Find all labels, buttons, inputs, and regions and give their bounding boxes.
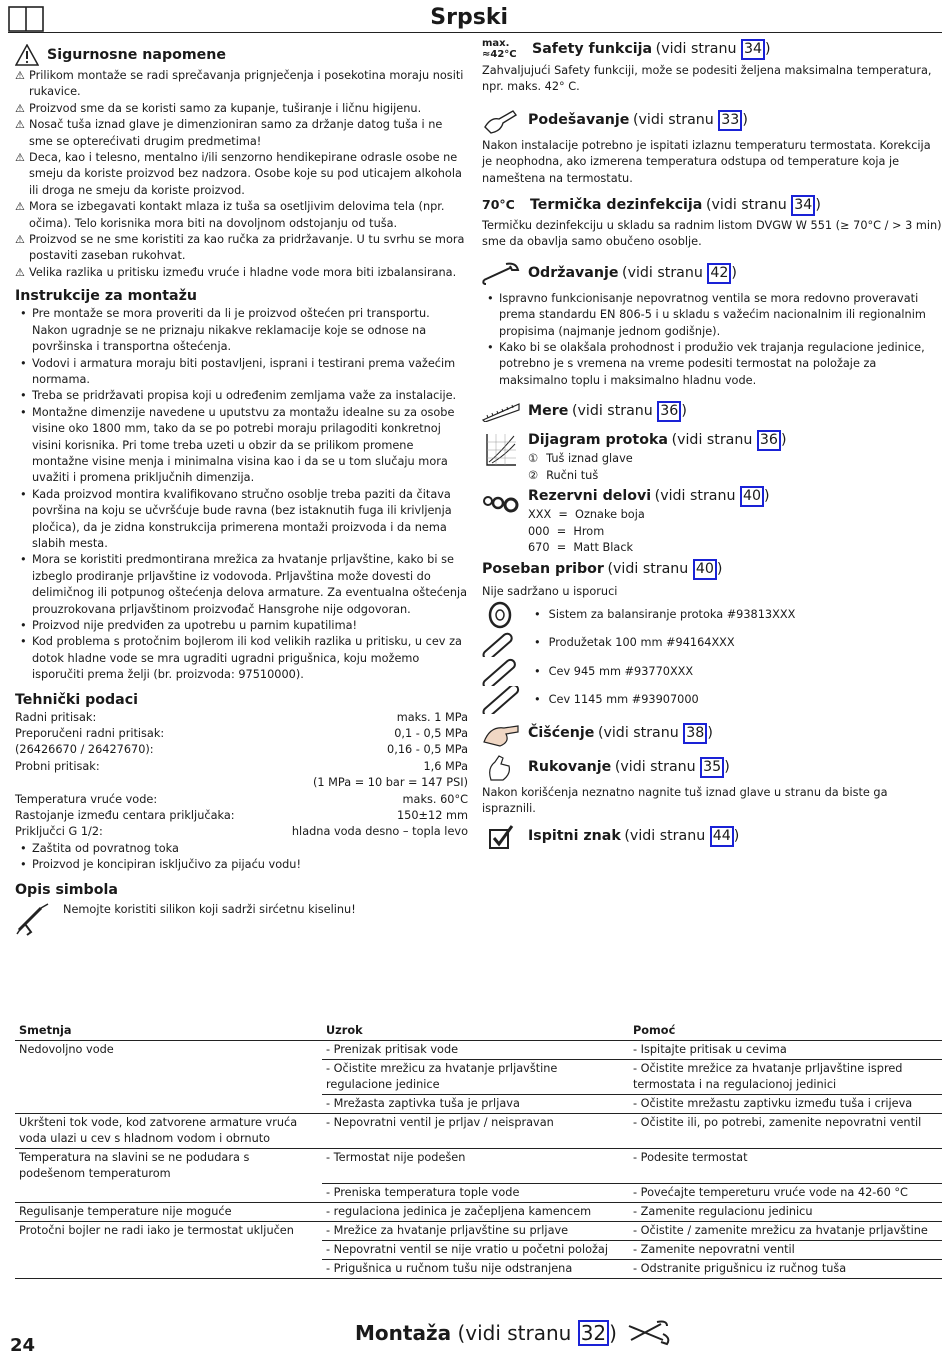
cell-pomoc: - Očistite mrežastu zaptivku između tuša i crijeva xyxy=(629,1095,942,1114)
page-ref-link[interactable]: 38 xyxy=(683,723,707,744)
dimensions-title: Mere xyxy=(528,402,569,419)
tech-label: Priključci G 1/2: xyxy=(15,825,103,839)
ref-suffix: ) xyxy=(707,725,713,742)
ref-suffix: ) xyxy=(724,759,730,776)
page-ref-link[interactable]: 36 xyxy=(657,401,681,422)
spare-parts-list xyxy=(528,507,770,556)
disinfection-text: Termičku dezinfekciju u skladu sa radnim listom DVGW W 551 (≥ 70°C / > 3 min) sme da obavlja samo obučeno osoblje. xyxy=(482,219,942,249)
tech-row xyxy=(15,710,468,726)
flow-item-number: ① xyxy=(528,452,539,466)
cell-uzrok: - Nepovratni ventil je prljav / neispravan xyxy=(322,1114,629,1149)
test-mark-heading xyxy=(482,820,942,854)
ref-suffix: ) xyxy=(780,432,787,449)
tech-row xyxy=(15,808,468,824)
safety-list xyxy=(15,68,468,281)
cell-uzrok: - Mrežice za hvatanje prljavštine su prljave xyxy=(322,1221,629,1240)
accessory-label: Cev 1145 mm #93907000 xyxy=(548,693,699,707)
ref-suffix: ) xyxy=(815,197,821,214)
tech-row xyxy=(15,742,468,758)
safety-function-text: Zahvaljujući Safety funkciji, može se podesiti željena maksimalna temperatura, npr. maks. 42° C. xyxy=(482,64,932,94)
cell-smetnja: Regulisanje temperature nije moguće xyxy=(15,1202,322,1221)
safety-function-title: Safety funkcija xyxy=(532,40,653,57)
tech-data-list xyxy=(15,710,468,841)
install-title: Instrukcije za montažu xyxy=(15,288,197,305)
checkbox-check-icon xyxy=(482,820,520,854)
symbols-row xyxy=(15,902,468,936)
ref-prefix: (vidi stranu xyxy=(597,725,684,742)
safety-item-text: Proizvod sme da se koristi samo za kupanje, tuširanje i ličnu higijenu. xyxy=(29,101,422,115)
safety-title: Sigurnosne napomene xyxy=(47,47,226,63)
tech-value: 150±12 mm xyxy=(396,809,468,823)
tech-value: 1,6 MPa xyxy=(423,759,468,773)
page-number: 24 xyxy=(10,1335,36,1356)
page-ref-link[interactable]: 35 xyxy=(700,757,724,778)
special-list xyxy=(482,601,942,715)
max-temp-badge xyxy=(482,38,524,60)
table-row xyxy=(15,1114,942,1149)
tech-row xyxy=(15,759,468,775)
page-ref-link[interactable]: 44 xyxy=(710,826,734,847)
cell-uzrok: - Termostat nije podešen xyxy=(322,1149,629,1184)
tech-bullet: • Proizvod je koncipiran isključivo za pijaću vodu! xyxy=(15,857,468,873)
page-ref-link[interactable]: 33 xyxy=(718,110,742,131)
header-pomoc: Pomoć xyxy=(629,1022,942,1041)
accessory-bullet: • xyxy=(534,664,541,678)
safety-item xyxy=(15,101,468,117)
flow-title: Dijagram protoka xyxy=(528,432,668,449)
dimensions-heading xyxy=(482,394,942,428)
page-ref-link[interactable]: 40 xyxy=(693,559,717,580)
ref-prefix: (vidi stranu xyxy=(655,40,741,57)
install-item: • Kada proizvod montira kvalifikovano stručno osoblje treba paziti da čitava površina na koju se učvršćuje bude ravna (bez istaknutih fuga ili krivljenja pločica), da je zidna konstrukcija primerena montaži proizvoda i da nema slabih mesta. xyxy=(15,487,468,553)
accessory-label: Sistem za balansiranje protoka #93813XXX xyxy=(548,607,796,621)
install-item: • Montažne dimenzije navedene u uputstvu za montažu idealne su za osobe visine oko 1800 mm, tako da se po potrebi moraju prilagoditi konkretnoj visini korisnika. Pri tome treba uzeti u obzir da se prilikom promene montažne visine menja i minimalna visina kao i da se u tom slučaju mora uvažiti i promena priključnih dimenzija. xyxy=(15,405,468,487)
accessory-ring-icon xyxy=(482,601,522,629)
tech-label: Radni pritisak: xyxy=(15,710,97,724)
cell-smetnja xyxy=(15,1240,322,1259)
flow-diagram-icon xyxy=(482,430,520,470)
safety-function-heading xyxy=(482,38,942,60)
spare-parts-heading xyxy=(482,486,942,556)
cell-uzrok: - regulaciona jedinica je začepljena kamencem xyxy=(322,1202,629,1221)
wrenches-icon xyxy=(627,1320,671,1346)
ref-suffix: ) xyxy=(681,402,687,419)
page-ref-link[interactable]: 32 xyxy=(578,1320,609,1346)
handling-heading xyxy=(482,751,942,785)
tech-title: Tehnički podaci xyxy=(15,691,139,708)
table-row xyxy=(15,1095,942,1114)
table-header-row xyxy=(15,1022,942,1041)
page-ref-link[interactable]: 34 xyxy=(791,195,815,216)
safety-item-text: Prilikom montaže se radi sprečavanja prignječenja i posekotina moraju nositi rukavice. xyxy=(29,69,464,99)
page-ref-link[interactable]: 34 xyxy=(741,39,765,60)
flow-item xyxy=(528,451,786,467)
table-row xyxy=(15,1202,942,1221)
table-row xyxy=(15,1060,942,1095)
cell-smetnja: Protočni bojler ne radi iako je termostat uključen xyxy=(19,1223,294,1237)
cell-uzrok: - Nepovratni ventil se nije vratio u početni položaj xyxy=(322,1240,629,1259)
tech-row xyxy=(15,792,468,808)
page-ref-link[interactable]: 42 xyxy=(707,263,731,284)
install-item: • Proizvod nije predviđen za upotrebu u parnim kupatilima! xyxy=(15,618,468,634)
handling-hand-icon xyxy=(482,751,520,785)
table-row xyxy=(15,1183,942,1202)
safety-item xyxy=(15,199,468,232)
safety-item-text: Deca, kao i telesno, mentalno i/ili senzorno hendikepirane odrasle osobe ne smeju da koriste proizvod bez nadzora. Osobe koje su pod uticajem alkohola ili droga ne smeju da koriste proizvod. xyxy=(29,151,462,197)
cell-smetnja: Nedovoljno vode xyxy=(19,1043,114,1056)
install-item: • Vodovi i armatura moraju biti postavljeni, isprani i testirani prema važećim normama. xyxy=(15,356,468,389)
header-uzrok: Uzrok xyxy=(322,1022,629,1041)
warning-small-icon: ⚠ xyxy=(15,69,25,82)
special-title: Poseban pribor xyxy=(482,561,604,578)
cell-pomoc: - Zamenite regulacionu jedinicu xyxy=(629,1202,942,1221)
header-divider xyxy=(8,32,942,33)
header-smetnja: Smetnja xyxy=(15,1022,322,1041)
accessory-bullet: • xyxy=(534,607,541,621)
install-item: • Treba se pridržavati propisa koji u određenim zemljama važe za instalacije. xyxy=(15,388,468,404)
left-column xyxy=(15,44,468,936)
cell-pomoc: - Podesite termostat xyxy=(629,1149,942,1184)
spare-parts-title: Rezervni delovi xyxy=(528,488,652,505)
tech-label: Preporučeni radni pritisak: xyxy=(15,727,165,741)
accessory-item xyxy=(482,601,942,630)
warning-small-icon: ⚠ xyxy=(15,101,25,115)
tech-value: (1 MPa = 10 bar = 147 PSI) xyxy=(312,776,468,790)
accessory-bullet: • xyxy=(534,693,541,707)
max-badge-top: max. xyxy=(482,38,510,49)
tech-row xyxy=(15,775,468,791)
flow-item-label: Ručni tuš xyxy=(546,468,599,482)
ref-prefix: (vidi stranu xyxy=(671,432,757,449)
spare-part-item: 670 = Matt Black xyxy=(528,540,634,554)
ref-suffix: ) xyxy=(742,112,748,129)
flow-item-label: Tuš iznad glave xyxy=(546,452,633,466)
ref-prefix: (vidi stranu xyxy=(624,828,710,845)
ref-suffix: ) xyxy=(733,828,740,845)
safety-item-text: Proizvod se ne sme koristiti za kao ručka za pridržavanje. U tu svrhu se mora postaviti zaseban rukohvat. xyxy=(29,233,465,263)
install-item: • Pre montaže se mora proveriti da li je proizvod oštećen pri transportu. Nakon ugradnje se ne priznaju nikakve reklamacije koje se odnose na površinska i transportna oštećenja. xyxy=(15,306,468,355)
warning-small-icon: ⚠ xyxy=(15,151,25,165)
cell-pomoc: - Očistite mrežice za hvatanje prljavštine ispred termostata i na regulacionoj jedinici xyxy=(629,1060,942,1095)
safety-item xyxy=(15,117,468,150)
tech-bullet: • Zaštita od povratnog toka xyxy=(15,841,468,857)
install-item: • Kod problema s protočnim bojlerom ili kod velikih razlika u pritisku, u cev za dotok hladne vode se mra ugraditi ugradni prigušnica, koju možemo isporučiti prema želji (br. proizvoda: 97510000). xyxy=(15,634,468,683)
disinfection-title: Termička dezinfekcija xyxy=(530,197,703,214)
warning-triangle-icon xyxy=(15,44,39,66)
accessory-item xyxy=(482,658,942,687)
cleaning-hand-icon xyxy=(482,717,520,751)
table-row xyxy=(15,1259,942,1278)
manual-book-icon xyxy=(8,6,44,32)
safety-item xyxy=(15,232,468,265)
cleaning-heading xyxy=(482,717,942,751)
handling-text: Nakon korišćenja neznatno nagnite tuš iznad glave u stranu da biste ga ispraznili. xyxy=(482,785,888,816)
table-row xyxy=(15,1240,942,1259)
temp-70-badge: 70°C xyxy=(482,197,515,213)
warning-small-icon: ⚠ xyxy=(15,233,25,247)
table-row xyxy=(15,1149,942,1184)
table-row xyxy=(15,1041,942,1060)
install-list xyxy=(15,306,468,683)
accessory-bullet: • xyxy=(534,636,541,650)
spare-part-item: XXX = Oznake boja xyxy=(528,508,645,522)
cell-pomoc: - Zamenite nepovratni ventil xyxy=(629,1240,942,1259)
cell-uzrok: - Prenizak pritisak vode xyxy=(322,1041,629,1060)
ruler-icon xyxy=(482,394,520,428)
tech-row xyxy=(15,726,468,742)
cell-pomoc: - Povećajte tempereturu vruće vode na 42-60 °C xyxy=(629,1183,942,1202)
safety-item-text: Nosač tuša iznad glave je dimenzioniran samo za držanje datog tuša i ne sme se opterećivati drugim predmetima! xyxy=(29,118,443,148)
symbols-text: Nemojte koristiti silikon koji sadrži sirćetnu kiselinu! xyxy=(63,902,356,916)
tech-value: 0,16 - 0,5 MPa xyxy=(387,743,468,757)
ref-prefix: (vidi stranu xyxy=(614,759,701,776)
adjust-hand-icon xyxy=(482,104,520,138)
maintenance-item: • Kako bi se olakšala prohodnost i produžio vek trajanja regulacione jedinice, potrebno je s vremena na vreme podesiti termostat na položaje za maksimalno toplu i maksimalno hladnu vode. xyxy=(482,340,942,389)
cell-pomoc: - Odstranite prigušnicu iz ručnog tuša xyxy=(629,1259,942,1278)
cell-pomoc: - Očistite ili, po potrebi, zamenite nepovratni ventil xyxy=(629,1114,942,1149)
maintenance-heading xyxy=(482,257,942,291)
tech-label: (26426670 / 26427670): xyxy=(15,743,154,757)
troubleshooting-body xyxy=(15,1041,942,1279)
troubleshooting-table xyxy=(15,1022,942,1279)
safety-heading-row xyxy=(15,44,468,66)
safety-item-text: Mora se izbegavati kontakt mlaza iz tuša sa osetljivim delovima tela (npr. očima). Telo korisnika mora biti na dovoljnom odstojanju od tuša. xyxy=(29,200,445,230)
right-column xyxy=(482,38,942,854)
test-mark-title: Ispitni znak xyxy=(528,828,621,845)
cell-smetnja xyxy=(15,1183,322,1202)
accessory-tube-icon xyxy=(482,658,522,686)
maintenance-title: Održavanje xyxy=(528,265,619,282)
flow-item-number: ② xyxy=(528,468,539,482)
page-ref-link[interactable]: 36 xyxy=(757,430,781,451)
tech-value: maks. 1 MPa xyxy=(396,710,468,724)
cell-uzrok: - Preniska temperatura tople vode xyxy=(322,1183,629,1202)
ref-suffix: ) xyxy=(731,265,737,282)
silicone-gun-icon xyxy=(15,902,51,936)
safety-item-text: Velika razlika u pritisku između vruće i hladne vode mora biti izbalansirana. xyxy=(29,265,457,279)
accessory-tube-long-icon xyxy=(482,686,522,714)
accessory-item xyxy=(482,686,942,715)
accessory-label: Cev 945 mm #93770XXX xyxy=(548,664,694,678)
flow-item xyxy=(528,468,786,484)
table-row xyxy=(15,1221,942,1240)
ref-suffix: ) xyxy=(764,488,770,505)
tech-label: Temperatura vruće vode: xyxy=(15,792,158,806)
ref-prefix: (vidi stranu xyxy=(632,112,719,129)
cleaning-title: Čišćenje xyxy=(528,725,595,742)
page-ref-link[interactable]: 40 xyxy=(740,486,764,507)
tech-row xyxy=(15,824,468,840)
ref-prefix: (vidi stranu xyxy=(571,402,658,419)
warning-small-icon: ⚠ xyxy=(15,265,25,279)
warning-small-icon: ⚠ xyxy=(15,200,25,214)
safety-item xyxy=(15,265,468,281)
special-note: Nije sadržano u isporuci xyxy=(482,585,618,599)
tech-label: Probni pritisak: xyxy=(15,759,100,773)
cell-smetnja xyxy=(15,1060,322,1095)
cell-pomoc: - Očistite / zamenite mrežicu za hvatanje prljavštine xyxy=(629,1221,942,1240)
ref-prefix: (vidi stranu xyxy=(654,488,740,505)
maintenance-list xyxy=(482,291,942,389)
tech-bullets xyxy=(15,841,468,874)
wrench-icon xyxy=(482,257,520,291)
ref-prefix: (vidi stranu xyxy=(607,561,693,578)
ref-suffix: ) xyxy=(609,1321,617,1345)
max-badge-bottom: ≈42°C xyxy=(482,49,517,60)
tech-value: hladna voda desno – topla levo xyxy=(291,825,468,839)
spare-parts-icon xyxy=(482,486,520,520)
accessory-label: Produžetak 100 mm #94164XXX xyxy=(548,636,735,650)
symbols-title: Opis simbola xyxy=(15,881,118,898)
adjust-heading xyxy=(482,104,942,138)
accessory-tube-short-icon xyxy=(482,629,522,657)
cell-smetnja xyxy=(15,1095,322,1114)
maintenance-item: • Ispravno funkcionisanje nepovratnog ventila se mora redovno proveravati prema standardu EN 806-5 i u skladu s važećim nacionalnim ili regionalnim propisima (najmanje jednom godišnje). xyxy=(482,291,942,340)
cell-uzrok: - Očistite mrežicu za hvatanje prljavštine regulacione jedinice xyxy=(322,1060,629,1095)
cell-smetnja: Ukršteni tok vode, kod zatvorene armature vruća voda ulazi u cev s hladnom vodom i obrnuto xyxy=(15,1114,322,1149)
warning-small-icon: ⚠ xyxy=(15,118,25,132)
tech-value: maks. 60°C xyxy=(402,792,468,806)
spare-part-item: 000 = Hrom xyxy=(528,524,605,538)
ref-prefix: (vidi stranu xyxy=(457,1321,578,1345)
tech-label: Rastojanje između centara priključaka: xyxy=(15,809,235,823)
assembly-footer xyxy=(355,1320,671,1346)
adjust-title: Podešavanje xyxy=(528,112,630,129)
cell-uzrok: - Mrežasta zaptivka tuša je prljava xyxy=(322,1095,629,1114)
ref-prefix: (vidi stranu xyxy=(705,197,792,214)
language-heading: Srpski xyxy=(430,5,508,30)
disinfection-heading xyxy=(482,195,942,216)
install-item: • Mora se koristiti predmontirana mrežica za hvatanje prljavštine, kako bi se izbeglo prodiranje prljavštine iz vodovoda. Prljavština može dovesti do delimičnog ili potpunog oštećenja delova armature. Za eventualna oštećenja prouzrokovana prljavštinom proizvođač Hansgrohe nije odgovoran. xyxy=(15,552,468,618)
cell-smetnja: Temperatura na slavini se ne podudara s podešenom temperaturom xyxy=(19,1151,250,1180)
special-heading xyxy=(482,559,942,580)
ref-suffix: ) xyxy=(716,561,723,578)
cell-uzrok: - Prigušnica u ručnom tušu nije odstranjena xyxy=(322,1259,629,1278)
ref-suffix: ) xyxy=(765,40,771,57)
safety-item xyxy=(15,150,468,199)
flow-heading xyxy=(482,430,942,484)
assembly-title: Montaža xyxy=(355,1321,452,1345)
flow-list xyxy=(528,451,786,484)
cell-smetnja xyxy=(15,1259,322,1278)
ref-prefix: (vidi stranu xyxy=(622,265,708,282)
tech-value: 0,1 - 0,5 MPa xyxy=(394,727,468,741)
adjust-text: Nakon instalacije potrebno je ispitati izlaznu temperaturu termostata. Korekcija je neophodna, ako izmerena temperatura odstupa od temperature koja je nameštena na termostatu. xyxy=(482,138,931,185)
cell-pomoc: - Ispitajte pritisak u cevima xyxy=(629,1041,942,1060)
accessory-item xyxy=(482,629,942,658)
safety-item xyxy=(15,68,468,101)
handling-title: Rukovanje xyxy=(528,759,612,776)
